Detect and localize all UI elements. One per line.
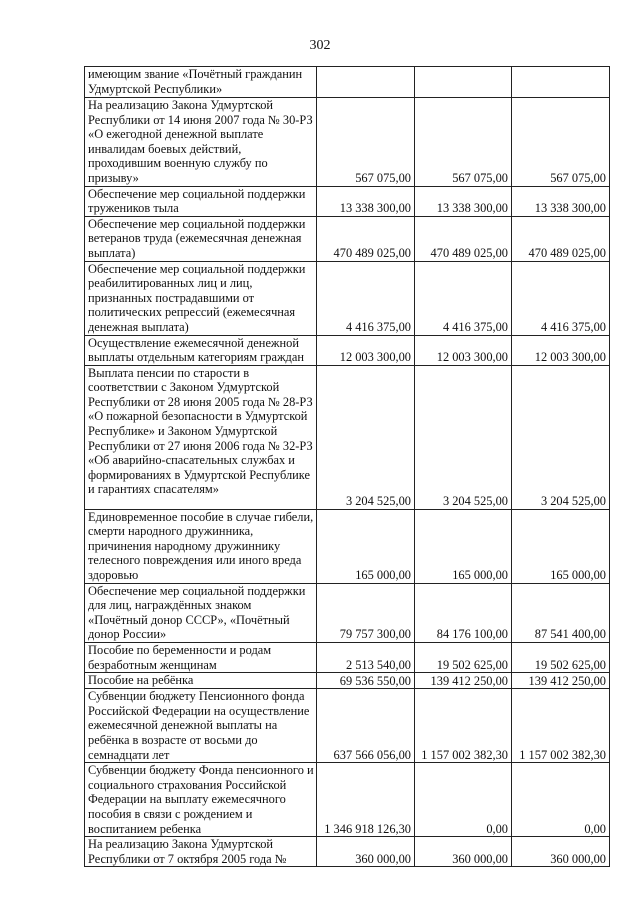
row-description: Субвенции бюджету Фонда пенсионного и социального страхования Российской Федерации на выплату ежемесячного пособия в связи с рождением и воспитанием ребенка [85, 763, 317, 837]
table-row [85, 261, 610, 335]
page-number: 302 [309, 38, 331, 53]
value-year-3: 1 157 002 382,30 [512, 689, 610, 763]
row-description: имеющим звание «Почётный гражданин Удмуртской Республики» [85, 67, 317, 98]
table-row [85, 365, 610, 509]
table-row [85, 216, 610, 261]
table-row [85, 643, 610, 673]
value-year-1: 470 489 025,00 [317, 216, 415, 261]
value-year-3 [512, 67, 610, 98]
value-year-2: 84 176 100,00 [415, 583, 512, 642]
value-year-3: 165 000,00 [512, 509, 610, 583]
value-year-1: 13 338 300,00 [317, 186, 415, 216]
value-year-3: 13 338 300,00 [512, 186, 610, 216]
value-year-2: 12 003 300,00 [415, 335, 512, 365]
table-row [85, 67, 610, 98]
value-year-1: 567 075,00 [317, 98, 415, 187]
value-year-2: 567 075,00 [415, 98, 512, 187]
value-year-3: 3 204 525,00 [512, 365, 610, 509]
value-year-3: 87 541 400,00 [512, 583, 610, 642]
value-year-2: 165 000,00 [415, 509, 512, 583]
row-description: Обеспечение мер социальной поддержки реабилитированных лиц и лиц, признанных пострадавшими от политических репрессий (ежемесячная денежная выплата) [85, 261, 317, 335]
row-description: Обеспечение мер социальной поддержки тружеников тыла [85, 186, 317, 216]
table-row [85, 335, 610, 365]
value-year-2: 360 000,00 [415, 837, 512, 867]
value-year-3: 139 412 250,00 [512, 673, 610, 689]
table-row [85, 98, 610, 187]
value-year-1: 12 003 300,00 [317, 335, 415, 365]
budget-table [84, 66, 610, 867]
row-description: Пособие по беременности и родам безработным женщинам [85, 643, 317, 673]
row-description: Субвенции бюджету Пенсионного фонда Российской Федерации на осуществление ежемесячной денежной выплаты на ребёнка в возрасте от восьми до семнадцати лет [85, 689, 317, 763]
value-year-1: 165 000,00 [317, 509, 415, 583]
value-year-3: 0,00 [512, 763, 610, 837]
value-year-2: 1 157 002 382,30 [415, 689, 512, 763]
table-row [85, 689, 610, 763]
row-description: Обеспечение мер социальной поддержки ветеранов труда (ежемесячная денежная выплата) [85, 216, 317, 261]
row-description: Выплата пенсии по старости в соответствии с Законом Удмуртской Республики от 28 июня 2005 года № 28-РЗ «О пожарной безопасности в Удмуртской Республике» и Законом Удмуртской Республики от 27 июня 2006 года № 32-РЗ «Об аварийно-спасательных службах и формированиях в Удмуртской Республике и гарантиях спасателям» [85, 365, 317, 509]
value-year-1: 4 416 375,00 [317, 261, 415, 335]
value-year-2: 4 416 375,00 [415, 261, 512, 335]
value-year-2: 470 489 025,00 [415, 216, 512, 261]
row-description: На реализацию Закона Удмуртской Республики от 7 октября 2005 года № [85, 837, 317, 867]
value-year-1: 2 513 540,00 [317, 643, 415, 673]
value-year-1: 637 566 056,00 [317, 689, 415, 763]
value-year-1: 360 000,00 [317, 837, 415, 867]
value-year-2 [415, 67, 512, 98]
value-year-2: 19 502 625,00 [415, 643, 512, 673]
value-year-3: 470 489 025,00 [512, 216, 610, 261]
value-year-1: 69 536 550,00 [317, 673, 415, 689]
row-description: Осуществление ежемесячной денежной выплаты отдельным категориям граждан [85, 335, 317, 365]
row-description: Обеспечение мер социальной поддержки для лиц, награждённых знаком «Почётный донор СССР», «Почётный донор России» [85, 583, 317, 642]
table-row [85, 186, 610, 216]
value-year-3: 360 000,00 [512, 837, 610, 867]
value-year-3: 12 003 300,00 [512, 335, 610, 365]
value-year-3: 19 502 625,00 [512, 643, 610, 673]
table-row [85, 673, 610, 689]
value-year-2: 0,00 [415, 763, 512, 837]
row-description: Пособие на ребёнка [85, 673, 317, 689]
value-year-1: 1 346 918 126,30 [317, 763, 415, 837]
table-row [85, 509, 610, 583]
value-year-1: 79 757 300,00 [317, 583, 415, 642]
table-row [85, 583, 610, 642]
value-year-1: 3 204 525,00 [317, 365, 415, 509]
value-year-2: 139 412 250,00 [415, 673, 512, 689]
table-row [85, 763, 610, 837]
table-row [85, 837, 610, 867]
value-year-3: 567 075,00 [512, 98, 610, 187]
value-year-3: 4 416 375,00 [512, 261, 610, 335]
row-description: Единовременное пособие в случае гибели, смерти народного дружинника, причинения народному дружиннику телесного повреждения или иного вреда здоровью [85, 509, 317, 583]
value-year-2: 13 338 300,00 [415, 186, 512, 216]
value-year-2: 3 204 525,00 [415, 365, 512, 509]
value-year-1 [317, 67, 415, 98]
row-description: На реализацию Закона Удмуртской Республики от 14 июня 2007 года № 30-РЗ «О ежегодной денежной выплате инвалидам боевых действий, проходившим военную службу по призыву» [85, 98, 317, 187]
